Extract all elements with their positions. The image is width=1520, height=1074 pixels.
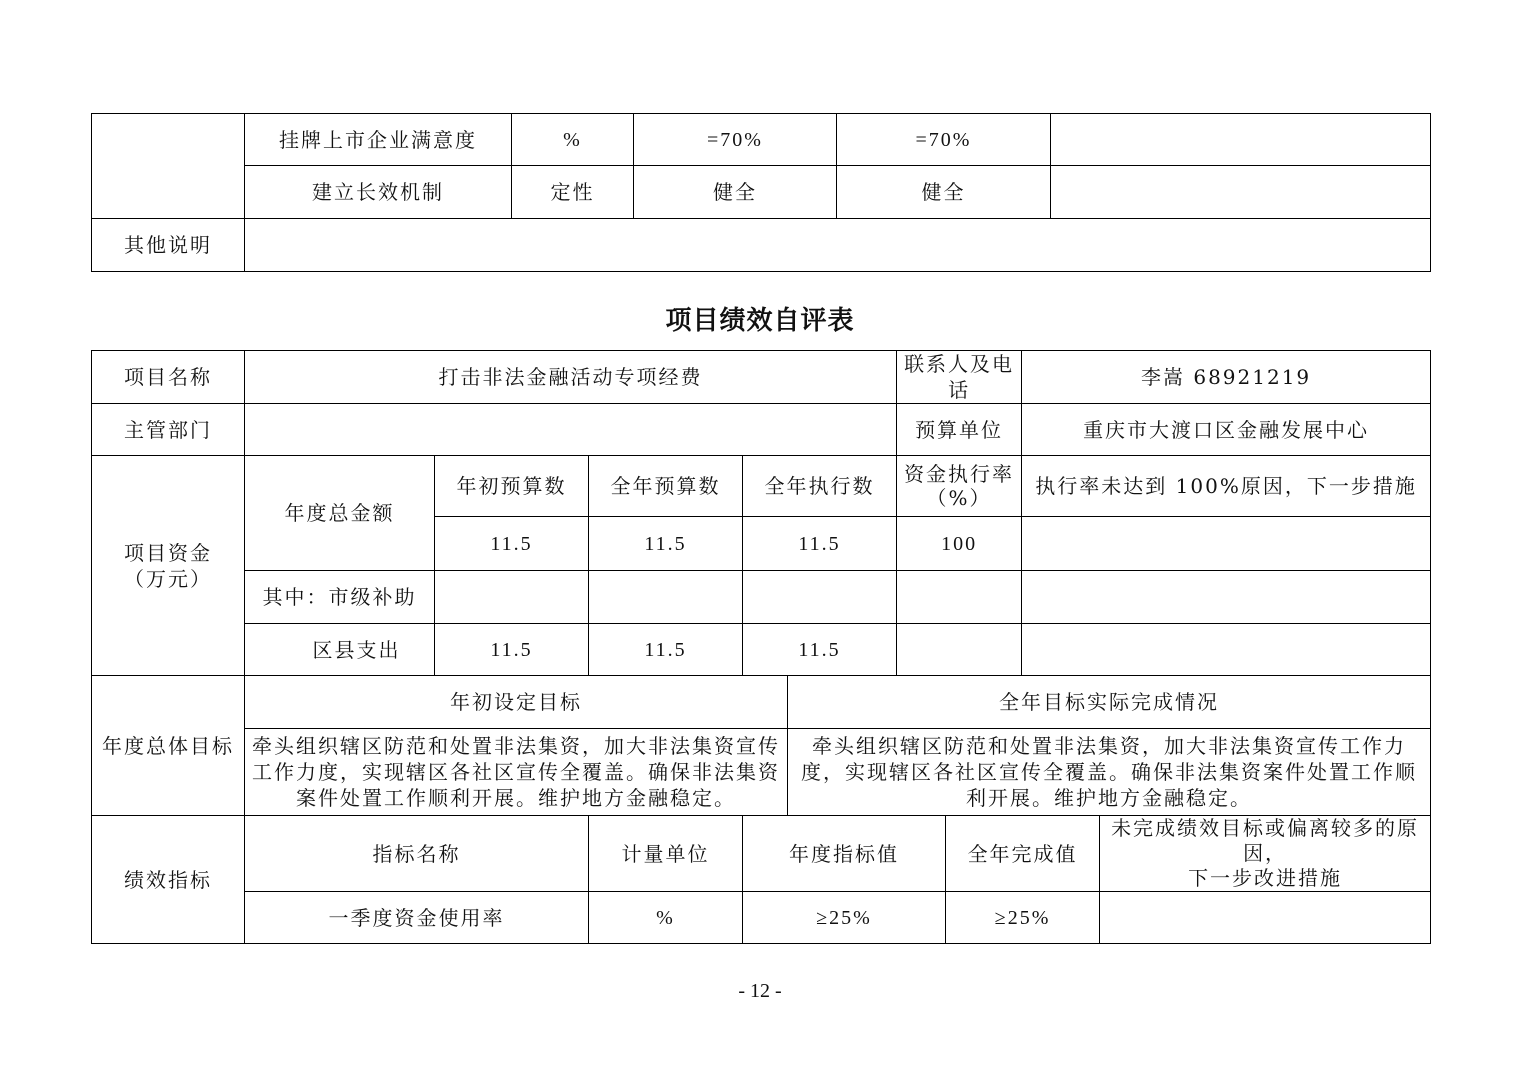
dept-value [245, 404, 897, 456]
form-title: 项目绩效自评表 [665, 306, 855, 336]
execution-rate-header-line2: （%） [926, 486, 992, 510]
indicator-note [1051, 166, 1431, 219]
total-executed: 11.5 [743, 517, 897, 571]
indicator-unit: % [512, 114, 634, 166]
project-name-label: 项目名称 [92, 351, 245, 404]
execution-rate-header-line1: 资金执行率 [904, 462, 1015, 486]
total-rate: 100 [897, 517, 1022, 571]
total-reason [1022, 517, 1431, 571]
district-executed: 11.5 [743, 624, 897, 676]
funds-label-line2: （万元） [124, 566, 212, 591]
indicator-target: ≥25% [743, 892, 946, 944]
indicator-target: 健全 [634, 166, 837, 219]
execution-rate-header [897, 456, 1022, 517]
dept-label: 主管部门 [92, 404, 245, 456]
city-rate [897, 571, 1022, 624]
funds-label-line1: 项目资金 [124, 540, 212, 565]
district-label: 区县支出 [245, 624, 435, 676]
total-amount-label: 年度总金额 [245, 456, 435, 571]
city-executed [743, 571, 897, 624]
indicator-table-continued [91, 113, 1431, 272]
indicator-name-header: 指标名称 [245, 816, 589, 892]
district-initial: 11.5 [435, 624, 589, 676]
contact-label: 联系人及电话 [897, 351, 1022, 404]
city-subsidy-label: 其中：市级补助 [245, 571, 435, 624]
actual-header: 全年完成值 [946, 816, 1100, 892]
indicators-label: 绩效指标 [92, 816, 245, 944]
performance-self-evaluation-table [91, 350, 1431, 944]
indicator-actual: ≥25% [946, 892, 1100, 944]
indicator-name: 一季度资金使用率 [245, 892, 589, 944]
indicator-name: 挂牌上市企业满意度 [245, 114, 512, 166]
district-rate [897, 624, 1022, 676]
indicator-target: =70% [634, 114, 837, 166]
executed-header: 全年执行数 [743, 456, 897, 517]
city-initial [435, 571, 589, 624]
district-annual: 11.5 [589, 624, 743, 676]
budget-unit-value: 重庆市大渡口区金融发展中心 [1022, 404, 1431, 456]
actual-goal-header: 全年目标实际完成情况 [788, 676, 1431, 729]
funds-label [92, 456, 245, 676]
annual-goal-label: 年度总体目标 [92, 676, 245, 816]
other-notes-label: 其他说明 [92, 219, 245, 272]
indicator-name: 建立长效机制 [245, 166, 512, 219]
total-annual: 11.5 [589, 517, 743, 571]
target-header: 年度指标值 [743, 816, 946, 892]
indicator-actual: 健全 [837, 166, 1051, 219]
indicator-unit: 定性 [512, 166, 634, 219]
indicator-reason [1100, 892, 1431, 944]
page-number: - 12 - [738, 980, 782, 1002]
indicator-actual: =70% [837, 114, 1051, 166]
total-initial: 11.5 [435, 517, 589, 571]
city-reason [1022, 571, 1431, 624]
actual-goal-text: 牵头组织辖区防范和处置非法集资，加大非法集资宣传工作力度，实现辖区各社区宣传全覆盖。确保非法集资案件处置工作顺利开展。维护地方金融稳定。 [788, 729, 1431, 816]
deviation-reason-header-line1: 未完成绩效目标或偏离较多的原因， [1111, 816, 1420, 865]
initial-goal-text: 牵头组织辖区防范和处置非法集资，加大非法集资宣传工作力度，实现辖区各社区宣传全覆盖。确保非法集资案件处置工作顺利开展。维护地方金融稳定。 [245, 729, 788, 816]
indicator-category-cell [92, 114, 245, 219]
other-notes-value [245, 219, 1431, 272]
deviation-reason-header-line2: 下一步改进措施 [1188, 866, 1343, 890]
reason-header: 执行率未达到 100%原因，下一步措施 [1022, 456, 1431, 517]
indicator-note [1051, 114, 1431, 166]
project-name: 打击非法金融活动专项经费 [245, 351, 897, 404]
indicator-unit: % [589, 892, 743, 944]
contact-value: 李嵩 68921219 [1022, 351, 1431, 404]
initial-budget-header: 年初预算数 [435, 456, 589, 517]
deviation-reason-header [1100, 816, 1431, 892]
initial-goal-header: 年初设定目标 [245, 676, 788, 729]
district-reason [1022, 624, 1431, 676]
budget-unit-label: 预算单位 [897, 404, 1022, 456]
unit-header: 计量单位 [589, 816, 743, 892]
city-annual [589, 571, 743, 624]
annual-budget-header: 全年预算数 [589, 456, 743, 517]
